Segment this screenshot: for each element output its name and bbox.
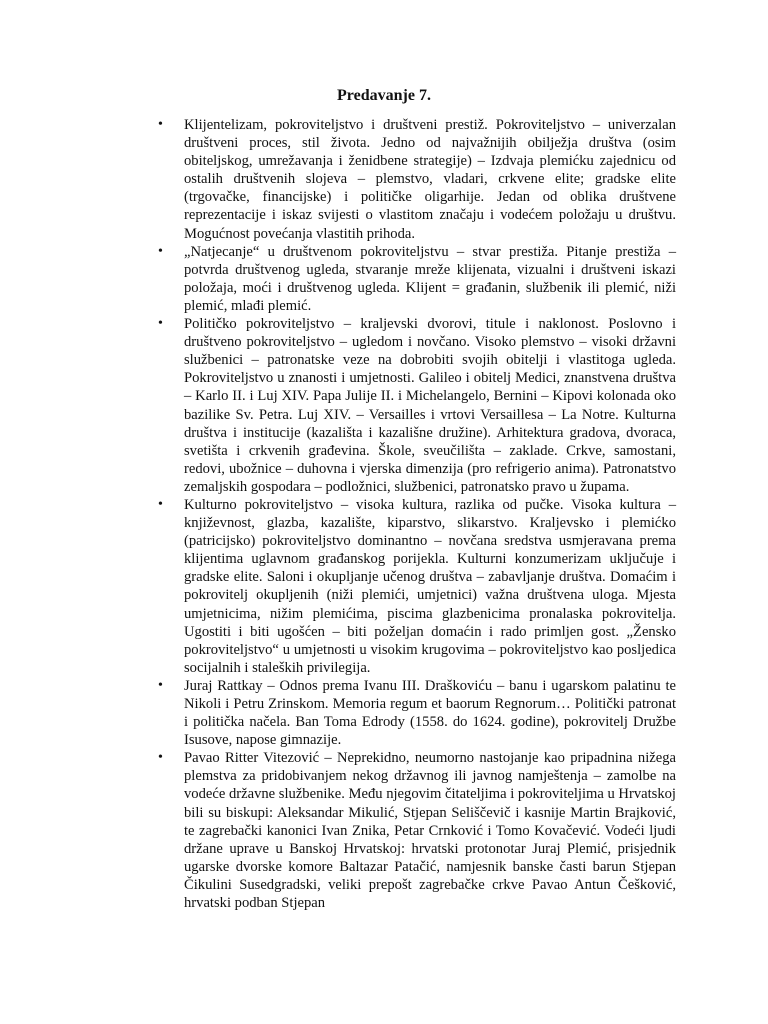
bullet-icon: •	[158, 117, 163, 132]
list-item-text: Klijentelizam, pokroviteljstvo i društveni prestiž. Pokroviteljstvo – univerzalan društveni proces, stil života. Jedno od najvažnijih obilježja društva (osim obiteljskog, umrežavanja i ženidbene strategije) – Izdvaja plemićku zajednicu od ostalih društvenih slojeva – plemstvo, vladari, crkvene elite; gradske elite (trgovačke, financijske) i političke oligarhije. Jedan od oblika društvene reprezentacije i iskaz svijesti o vlastitom značaju i vodećem položaju u društvu. Mogućnost povećanja vlastitih prihoda.	[184, 117, 676, 242]
list-item-text: Juraj Rattkay – Odnos prema Ivanu III. Draškoviću – banu i ugarskom palatinu te Nikoli i Petru Zrinskom. Memoria regum et baorum Regnorum… Politički patronat i politička načela. Ban Toma Edrody (1558. do 1624. godine), pokrovitelj Družbe Isusove, napose gimnazije.	[184, 677, 676, 749]
list-item	[158, 116, 676, 243]
list-item-text: „Natjecanje“ u društvenom pokroviteljstvu – stvar prestiža. Pitanje prestiža – potvrda društvenog ugleda, stvaranje mreže klijenata, vizualni i društveni iskazi položaja, moći i društvenog ugleda. Klijent = građanin, službenik ili plemić, niži plemić, mlađi plemić.	[184, 243, 676, 314]
list-item	[158, 243, 676, 315]
list-item	[158, 749, 676, 912]
bullet-icon: •	[158, 496, 163, 512]
list-item	[158, 315, 676, 496]
list-item	[158, 677, 676, 749]
bullet-icon: •	[158, 677, 163, 693]
bullet-icon: •	[158, 243, 163, 259]
list-item-text: Kulturno pokroviteljstvo – visoka kultura, razlika od pučke. Visoka kultura – književnost, glazba, kazalište, kiparstvo, slikarstvo. Kraljevsko i plemićko (patricijsko) pokroviteljstvo dominantno – novčana sredstva usmjeravana prema klijentima uglavnom građanskog porijekla. Kulturni konzumerizam uključuje i gradske elite. Saloni i okupljanje učenog društva – zabavljanje društva. Domaćim i pokrovitelj okupljenih (niži plemići, umjetnici) važna društvena uloga. Mjesta umjetnicima, nižim plemićima, piscima glazbenicima pronalaska pokrovitelja. Ugostiti i biti ugošćen – biti poželjan domaćin i rado primljen gost. „Žensko pokroviteljstvo“ u umjetnosti u visokim krugovima – pokroviteljstvo kao posljedica socijalnih i staleških privilegija.	[184, 496, 676, 676]
bullet-list	[158, 116, 676, 912]
list-item	[158, 496, 676, 677]
page-title: Predavanje 7.	[337, 87, 431, 104]
bullet-icon: •	[158, 316, 163, 332]
list-item-text: Političko pokroviteljstvo – kraljevski dvorovi, titule i naklonost. Poslovno i društveno pokroviteljstvo – ugledom i novčano. Visoko plemstvo – visoki državni službenici – patronatske veze na dobrobiti svojih obitelji i vlastitoga ugleda. Pokroviteljstvo u znanosti i umjetnosti. Galileo i obitelj Medici, znanstvena društva – Karlo II. i Luj XIV. Papa Julije II. i Michelangelo, Bernini – Kipovi kolonada oko bazilike Sv. Petra. Luj XIV. – Versailles i vrtovi Versaillesa – La Notre. Kulturna društva i institucije (kazališta i kazališne družine). Arhitektura gradova, dvoraca, svetišta i crkvenih građevina. Škole, sveučilišta – zaklade. Crkve, samostani, redovi, ubožnice – duhovna i vjerska dimenzija (pro refrigerio anima). Patronatstvo zemaljskih gospodara – podložnici, službenici, patronatsko pravo u župama.	[184, 316, 676, 495]
list-item-text: Pavao Ritter Vitezović – Neprekidno, neumorno nastojanje kao pripadnina nižega plemstva za pridobivanjem nekog državnog ili javnog namještenja – zamolbe na vodeće državne službenike. Među njegovim čitateljima i pokroviteljima u Hrvatskoj bili su biskupi: Aleksandar Mikulić, Stjepan Seliščevič i kasnije Martin Brajković, te zagrebački kanonici Ivan Znika, Petar Crnković i Tomo Kovačević. Vodeći ljudi držane uprave u Banskoj Hrvatskoj: hrvatski protonotar Juraj Plemić, prisjednik ugarske dvorske komore Baltazar Patačić, namjesnik banske časti barun Stjepan Čikulini Susedgradski, veliki prepošt zagrebačke crkve Pavao Antun Češković, hrvatski podban Stjepan	[184, 750, 676, 912]
bullet-icon: •	[158, 750, 163, 766]
